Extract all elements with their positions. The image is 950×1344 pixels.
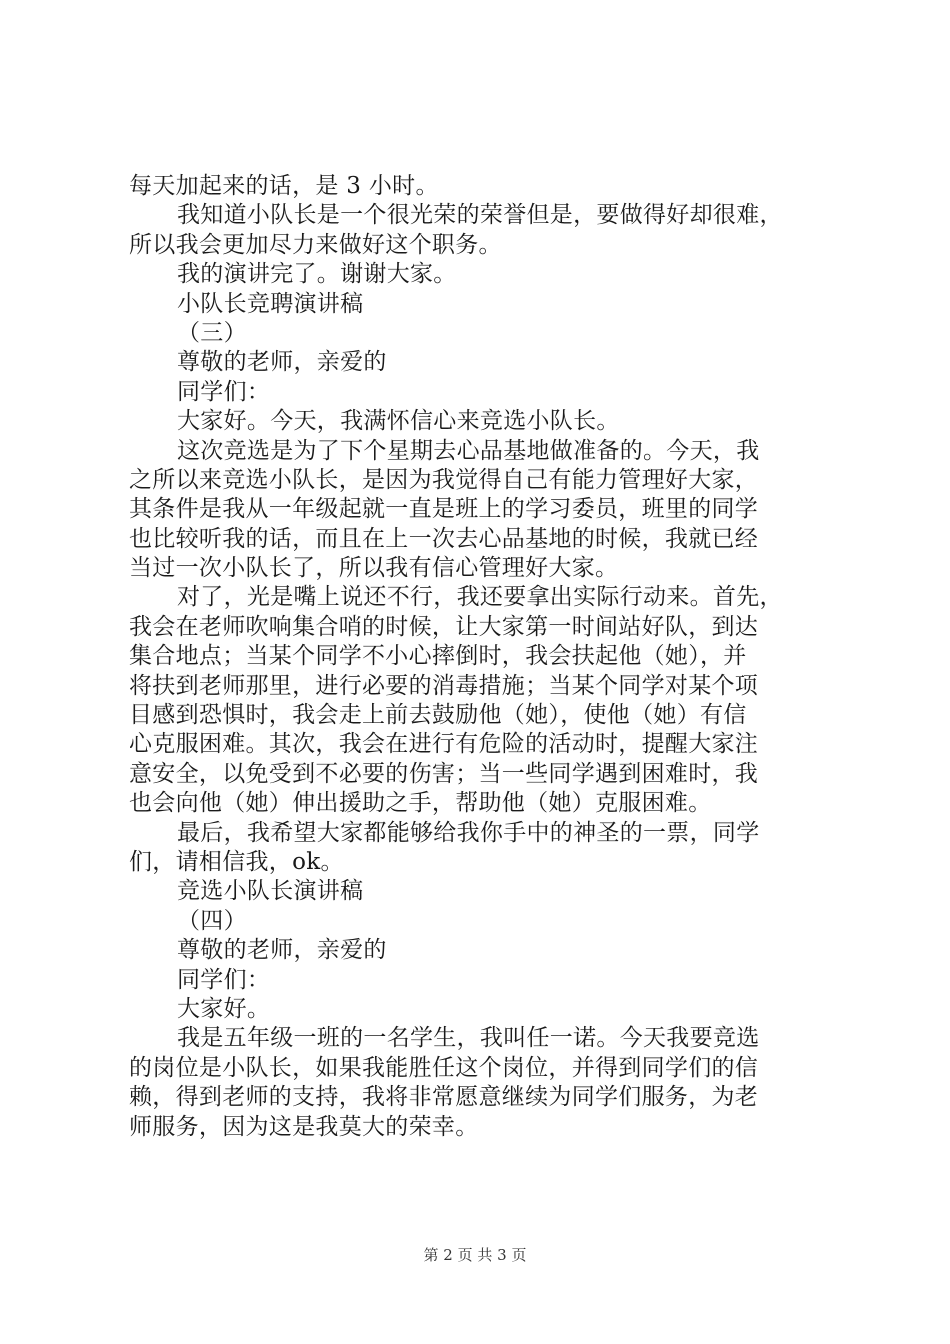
text-line: 这次竞选是为了下个星期去心品基地做准备的。今天，我	[177, 437, 760, 464]
page-number-footer: 第 2 页 共 3 页	[423, 1246, 527, 1264]
text-line: 我是五年级一班的一名学生，我叫任一诺。今天我要竞选	[177, 1025, 760, 1052]
salutation: 同学们：	[177, 966, 271, 993]
salutation: 尊敬的老师，亲爱的	[177, 349, 387, 376]
text-line: 心克服困难。其次，我会在进行有危险的活动时，提醒大家注	[129, 731, 759, 758]
text-line: 我知道小队长是一个很光荣的荣誉但是，要做得好却很难，	[177, 202, 783, 229]
text-line: 当过一次小队长了，所以我有信心管理好大家。	[129, 555, 619, 582]
section-title: 竞选小队长演讲稿	[177, 878, 364, 905]
text-line: 赖，得到老师的支持，我将非常愿意继续为同学们服务，为老	[129, 1084, 759, 1111]
text-line: 我的演讲完了。谢谢大家。	[177, 261, 457, 288]
text-line: 师服务，因为这是我莫大的荣幸。	[129, 1113, 479, 1140]
text-line: 意安全，以免受到不必要的伤害；当一些同学遇到困难时，我	[129, 760, 759, 787]
section-title: 小队长竞聘演讲稿	[177, 290, 364, 317]
text-line: 大家好。今天，我满怀信心来竞选小队长。	[177, 408, 620, 435]
text-line: 每天加起来的话，是 3 小时。	[129, 173, 439, 199]
salutation: 尊敬的老师，亲爱的	[177, 937, 387, 964]
text-line: 的岗位是小队长，如果我能胜任这个岗位，并得到同学们的信	[129, 1054, 759, 1081]
text-line: 我会在老师吹响集合哨的时候，让大家第一时间站好队，到达	[129, 613, 759, 640]
text-line: 也比较听我的话，而且在上一次去心品基地的时候，我就已经	[129, 525, 759, 552]
section-number: （三）	[177, 319, 247, 346]
salutation: 同学们：	[177, 378, 271, 405]
text-line: 对了，光是嘴上说还不行，我还要拿出实际行动来。首先，	[177, 584, 783, 611]
text-line: 大家好。	[177, 995, 271, 1022]
text-line: 也会向他（她）伸出援助之手，帮助他（她）克服困难。	[129, 790, 712, 817]
text-line: 之所以来竞选小队长，是因为我觉得自己有能力管理好大家，	[129, 466, 759, 493]
text-line: 最后，我希望大家都能够给我你手中的神圣的一票，同学	[177, 819, 760, 846]
section-number: （四）	[177, 907, 247, 934]
text-line: 所以我会更加尽力来做好这个职务。	[129, 231, 502, 258]
text-line: 其条件是我从一年级起就一直是班上的学习委员，班里的同学	[129, 496, 759, 523]
text-line: 将扶到老师那里，进行必要的消毒措施；当某个同学对某个项	[129, 672, 759, 699]
document-body	[129, 172, 832, 1142]
text-line: 目感到恐惧时，我会走上前去鼓励他（她），使他（她）有信	[129, 702, 747, 729]
text-line: 们，请相信我，ok。	[129, 848, 344, 875]
text-line: 集合地点；当某个同学不小心摔倒时，我会扶起他（她），并	[129, 643, 747, 670]
